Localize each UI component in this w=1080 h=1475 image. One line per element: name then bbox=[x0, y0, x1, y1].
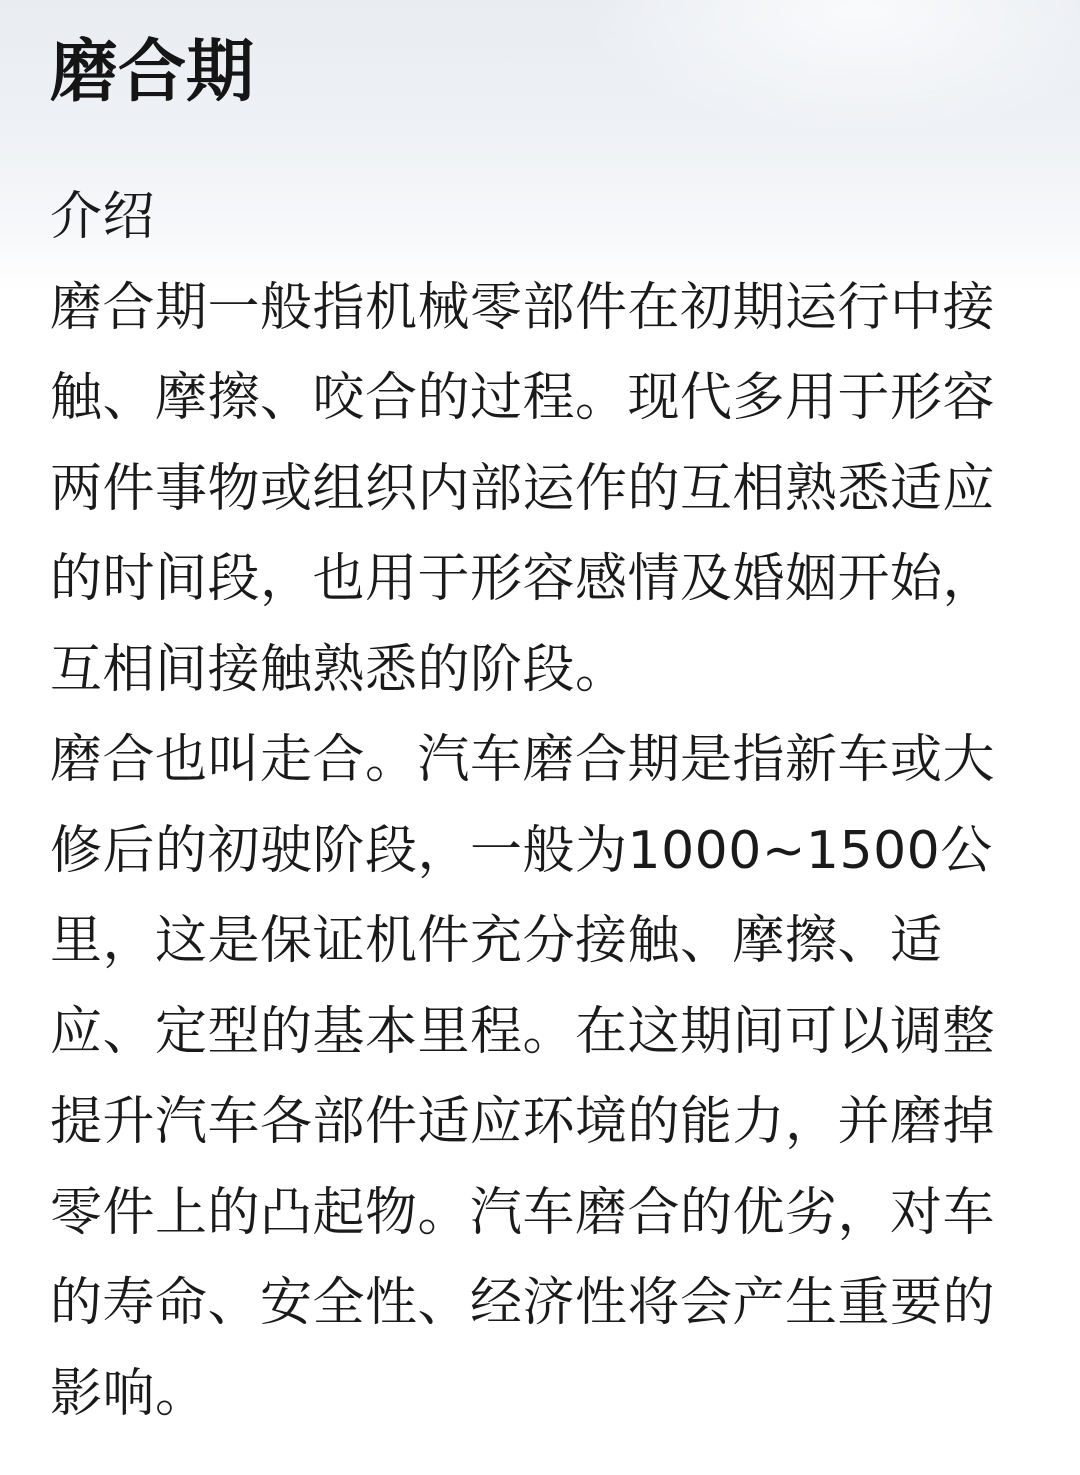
text-line: 提升汽车各部件适应环境的能力，并磨掉 bbox=[50, 1092, 996, 1152]
text-line: 零件上的凸起物。汽车磨合的优劣，对车 bbox=[50, 1182, 996, 1243]
text-line: 磨合也叫走合。汽车磨合期是指新车或大 bbox=[50, 730, 996, 790]
text-line: 影响。 bbox=[50, 1363, 208, 1424]
section-heading: 介绍 bbox=[50, 187, 156, 247]
text-line: 的时间段，也用于形容感情及婚姻开始， bbox=[50, 549, 996, 609]
text-line: 应、定型的基本里程。在这期间可以调整 bbox=[50, 1001, 996, 1062]
text-line: 互相间接触熟悉的阶段。 bbox=[50, 639, 628, 700]
text-line: 的寿命、安全性、经济性将会产生重要的 bbox=[50, 1273, 996, 1333]
text-line: 修后的初驶阶段，一般为1000~1500公 bbox=[50, 820, 993, 881]
header-glow bbox=[580, 0, 1080, 140]
text-line: 磨合期一般指机械零部件在初期运行中接 bbox=[50, 277, 996, 338]
article-body bbox=[50, 172, 1040, 1439]
text-line: 两件事物或组织内部运作的互相熟悉适应 bbox=[50, 458, 996, 519]
text-line: 触、摩擦、咬合的过程。现代多用于形容 bbox=[50, 368, 996, 428]
text-line: 里，这是保证机件充分接触、摩擦、适 bbox=[50, 911, 943, 971]
page-title: 磨合期 bbox=[50, 33, 255, 112]
